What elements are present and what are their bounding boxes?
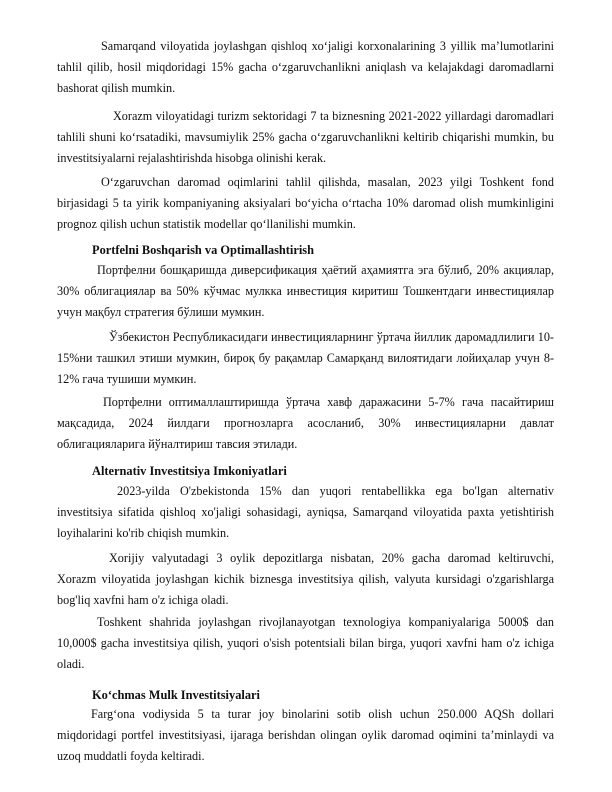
paragraph-samarqand-agriculture: Samarqand viloyatida joylashgan qishloq xo‘jaligi korxonalarining 3 yillik ma’lumotlarini tahlil qilib, hosil miqdoridagi 15% gacha o‘zgaruvchanlikni aniqlash va kelajakdagi daromadlarni bashorat qilish mumkin. [57, 39, 554, 95]
paragraph-average-returns: Ўзбекистон Республикасидаги инвестицияларнинг ўртача йиллик даромадлилиги 10-15%ни ташкил этиши мумкин, бироқ бу рақамлар Самарқанд вилоятидаги лойиҳалар учун 8-12% гача тушиши мумкин. [57, 330, 554, 386]
section-heading-alternative: Alternativ Investitsiya Imkoniyatlari [92, 464, 287, 478]
paragraph-diversification: Портфелни бошқаришда диверсификация ҳаётий аҳамиятга эга бўлиб, 20% акциялар, 30% облигациялар ва 50% кўчмас мулкка инвестиция киритиш Тошкентдаги инвестициялар учун мақбул стратегия бўлиши мумкин. [57, 263, 554, 319]
paragraph-fergana-real-estate: Farg‘ona vodiysida 5 ta turar joy binolarini sotib olish uchun 250.000 AQSh dollari miqdoridagi portfel investitsiyasi, ijaraga berishdan olingan oylik daromad oqimini ta’minlaydi va uzoq muddatli foyda keltiradi. [57, 707, 554, 763]
paragraph-tashkent-stock-exchange: O‘zgaruvchan daromad oqimlarini tahlil qilishda, masalan, 2023 yilgi Toshkent fond birjasidagi 5 ta yirik kompaniyaning aksiyalari bo‘yicha o‘rtacha 10% daromad olish mumkinligini prognoz qilish uchun statistik modellar qo‘llanilishi mumkin. [57, 175, 554, 231]
paragraph-xorazm-tourism: Xorazm viloyatidagi turizm sektoridagi 7 ta biznesning 2021-2022 yillardagi daromadlari tahlili shuni ko‘rsatadiki, mavsumiylik 25% gacha o‘zgaruvchanlikni keltirib chiqarishi mumkin, bu investitsiyalarni rejalashtirishda hisobga olinishi kerak. [57, 109, 554, 165]
paragraph-risk-optimization: Портфелни оптималлаштиришда ўртача хавф даражасини 5-7% гача пасайтириш мақсадида, 2024 йилдаги прогнозларга асосланиб, 30% инвестицияларни давлат облигацияларига йўналтириш тавсия этилади. [57, 395, 554, 451]
paragraph-foreign-deposits: Xorijiy valyutadagi 3 oylik depozitlarga nisbatan, 20% gacha daromad keltiruvchi, Xorazm viloyatida joylashgan kichik biznesga investitsiya qilish, valyuta kursidagi o'zgarishlarga bog'liq xavfni ham o'z ichiga oladi. [57, 551, 554, 607]
section-heading-portfolio: Portfelni Boshqarish va Optimallashtirish [92, 243, 315, 257]
paragraph-agriculture-alternative: 2023-yilda O'zbekistonda 15% dan yuqori rentabellikka ega bo'lgan alternativ investitsiya sifatida qishloq xo'jaligi sohasidagi, ayniqsa, Samarqand viloyatida paxta yetishtirish loyihalarini ko'rib chiqish mumkin. [57, 484, 554, 540]
section-heading-real-estate: Ko‘chmas Mulk Investitsiyalari [92, 688, 260, 702]
paragraph-tech-startups: Toshkent shahrida joylashgan rivojlanayotgan texnologiya kompaniyalariga 5000$ dan 10,000$ gacha investitsiya qilish, yuqori o'sish potentsiali bilan birga, yuqori xavfni ham o'z ichiga oladi. [57, 615, 554, 671]
